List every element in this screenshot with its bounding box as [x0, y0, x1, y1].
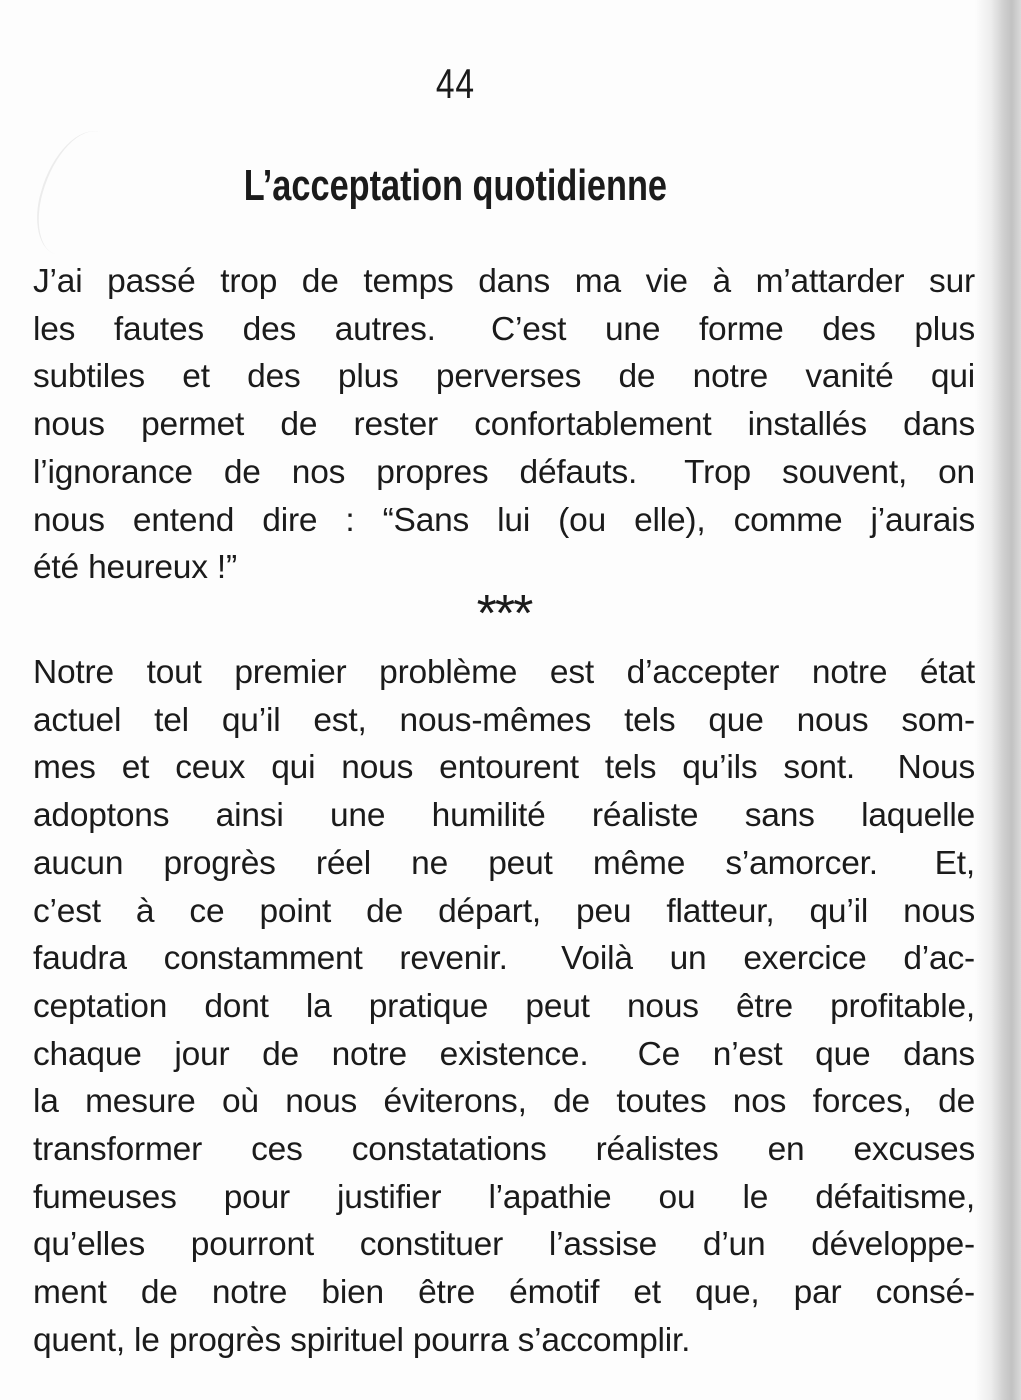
text-line: nous permet de rester confortablement installés dans [33, 406, 975, 444]
section-separator: *** [476, 585, 532, 643]
text-line: Notre tout premier problème est d’accepter notre état [33, 654, 975, 691]
text-line: quent, le progrès spirituel pourra s’accomplir. [33, 1321, 691, 1359]
text-line: été heureux !” [33, 549, 237, 587]
text-line: ceptation dont la pratique peut nous être profitable, [33, 987, 975, 1025]
text-line: chaque jour de notre existence. Ce n’est que dans [33, 1035, 975, 1073]
text-line: actuel tel qu’il est, nous-mêmes tels que nous som- [33, 701, 975, 739]
text-line: subtiles et des plus perverses de notre vanité qui [33, 358, 975, 396]
text-line: transformer ces constatations réalistes en excuses [33, 1131, 975, 1169]
paragraph-one [33, 258, 975, 592]
page-title: L’acceptation quotidienne [243, 161, 667, 210]
text-line: adoptons ainsi une humilité réaliste sans laquelle [33, 797, 975, 835]
page-number: 44 [435, 60, 475, 107]
text-line: c’est à ce point de départ, peu flatteur, qu’il nous [33, 892, 975, 930]
page-title-container [33, 162, 877, 210]
page-edge-shadow [975, 0, 1021, 1400]
text-line: la mesure où nous éviterons, de toutes nos forces, de [33, 1083, 975, 1121]
text-line: aucun progrès réel ne peut même s’amorcer. Et, [33, 844, 975, 882]
text-line: l’ignorance de nos propres défauts. Trop souvent, on [33, 453, 975, 491]
paragraph-two [33, 649, 975, 1365]
text-line: qu’elles pourront constituer l’assise d’un développe- [33, 1226, 975, 1264]
text-line: J’ai passé trop de temps dans ma vie à m’attarder sur [33, 263, 975, 300]
text-line: ment de notre bien être émotif et que, par consé- [33, 1274, 975, 1312]
text-line: les fautes des autres. C’est une forme des plus [33, 310, 975, 348]
text-line: fumeuses pour justifier l’apathie ou le défaitisme, [33, 1178, 975, 1216]
text-line: mes et ceux qui nous entourent tels qu’ils sont. Nous [33, 749, 975, 787]
page-number-container [33, 62, 877, 106]
text-line: faudra constamment revenir. Voilà un exercice d’ac- [33, 940, 975, 978]
text-line: nous entend dire : “Sans lui (ou elle), comme j’aurais [33, 501, 975, 539]
